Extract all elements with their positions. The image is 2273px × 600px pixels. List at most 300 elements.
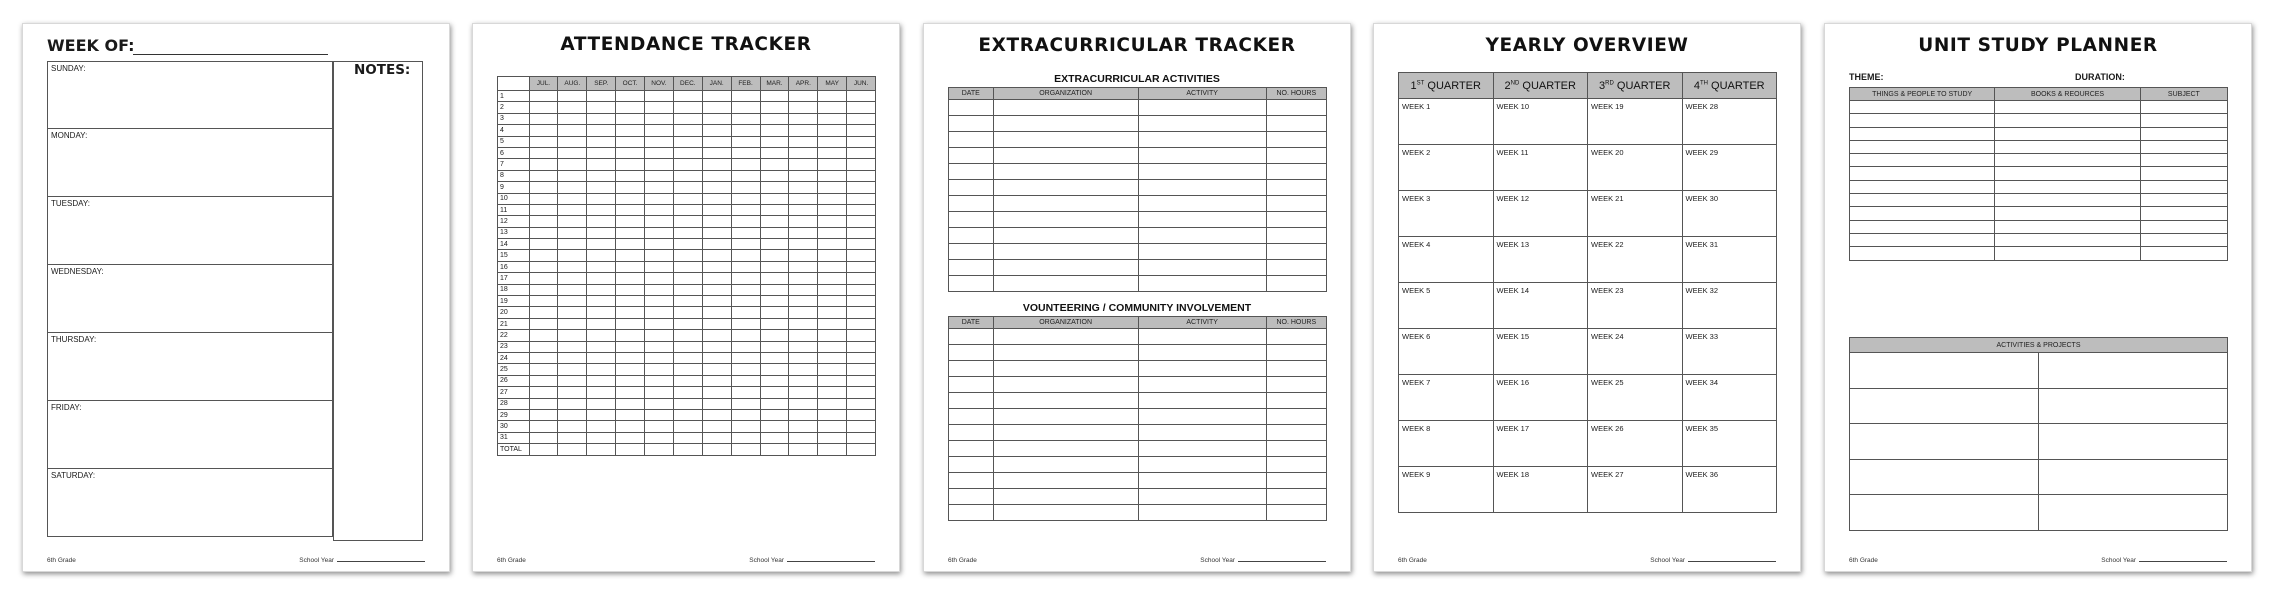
attendance-cell[interactable] xyxy=(529,193,558,204)
week-cell[interactable]: WEEK 25 xyxy=(1588,375,1683,421)
attendance-cell[interactable] xyxy=(702,159,731,170)
attendance-cell[interactable] xyxy=(616,307,645,318)
attendance-cell[interactable] xyxy=(529,182,558,193)
attendance-cell[interactable] xyxy=(789,330,818,341)
attendance-cell[interactable] xyxy=(616,273,645,284)
notes-box[interactable] xyxy=(333,61,423,541)
attendance-cell[interactable] xyxy=(616,284,645,295)
attendance-cell[interactable] xyxy=(760,364,789,375)
attendance-cell[interactable] xyxy=(616,170,645,181)
attendance-cell[interactable] xyxy=(760,136,789,147)
attendance-cell[interactable] xyxy=(760,375,789,386)
activity-cell[interactable] xyxy=(2038,353,2227,389)
attendance-cell[interactable] xyxy=(702,193,731,204)
attendance-cell[interactable] xyxy=(645,261,674,272)
attendance-cell[interactable] xyxy=(702,432,731,443)
week-cell[interactable]: WEEK 19 xyxy=(1588,99,1683,145)
attendance-cell[interactable] xyxy=(818,239,847,250)
week-cell[interactable]: WEEK 9 xyxy=(1399,467,1494,513)
attendance-cell[interactable] xyxy=(847,182,876,193)
attendance-cell[interactable] xyxy=(558,113,587,124)
entry-cell[interactable] xyxy=(1995,167,2140,180)
attendance-cell[interactable] xyxy=(847,409,876,420)
attendance-cell[interactable] xyxy=(587,421,616,432)
attendance-cell[interactable] xyxy=(587,307,616,318)
attendance-cell[interactable] xyxy=(616,136,645,147)
attendance-cell[interactable] xyxy=(673,193,702,204)
entry-cell[interactable] xyxy=(949,212,994,228)
week-cell[interactable]: WEEK 6 xyxy=(1399,329,1494,375)
entry-cell[interactable] xyxy=(1266,212,1326,228)
week-cell[interactable]: WEEK 18 xyxy=(1493,467,1588,513)
attendance-cell[interactable] xyxy=(702,409,731,420)
attendance-cell[interactable] xyxy=(529,330,558,341)
attendance-cell[interactable] xyxy=(702,296,731,307)
attendance-cell[interactable] xyxy=(673,398,702,409)
entry-cell[interactable] xyxy=(1266,228,1326,244)
entry-cell[interactable] xyxy=(1138,196,1266,212)
day-box[interactable] xyxy=(47,265,333,333)
attendance-cell[interactable] xyxy=(558,159,587,170)
attendance-cell[interactable] xyxy=(731,136,760,147)
attendance-cell[interactable] xyxy=(847,227,876,238)
attendance-cell[interactable] xyxy=(529,125,558,136)
attendance-cell[interactable] xyxy=(818,170,847,181)
attendance-cell[interactable] xyxy=(789,296,818,307)
attendance-cell[interactable] xyxy=(587,136,616,147)
attendance-cell[interactable] xyxy=(847,193,876,204)
attendance-cell[interactable] xyxy=(529,159,558,170)
attendance-cell[interactable] xyxy=(818,375,847,386)
week-cell[interactable]: WEEK 7 xyxy=(1399,375,1494,421)
attendance-cell[interactable] xyxy=(673,307,702,318)
attendance-cell[interactable] xyxy=(645,239,674,250)
attendance-cell[interactable] xyxy=(731,409,760,420)
entry-cell[interactable] xyxy=(949,393,994,409)
entry-cell[interactable] xyxy=(2140,220,2227,233)
attendance-cell[interactable] xyxy=(616,296,645,307)
attendance-cell[interactable] xyxy=(673,239,702,250)
attendance-cell[interactable] xyxy=(529,147,558,158)
attendance-cell[interactable] xyxy=(731,170,760,181)
entry-cell[interactable] xyxy=(1266,505,1326,521)
entry-cell[interactable] xyxy=(993,244,1138,260)
attendance-cell[interactable] xyxy=(558,182,587,193)
attendance-cell[interactable] xyxy=(731,284,760,295)
attendance-cell[interactable] xyxy=(558,136,587,147)
attendance-cell[interactable] xyxy=(645,296,674,307)
entry-cell[interactable] xyxy=(1138,100,1266,116)
entry-cell[interactable] xyxy=(1995,233,2140,246)
attendance-cell[interactable] xyxy=(760,444,789,455)
entry-cell[interactable] xyxy=(993,441,1138,457)
attendance-cell[interactable] xyxy=(847,261,876,272)
attendance-cell[interactable] xyxy=(789,341,818,352)
day-box[interactable] xyxy=(47,61,333,129)
attendance-cell[interactable] xyxy=(616,352,645,363)
entry-cell[interactable] xyxy=(1138,212,1266,228)
attendance-cell[interactable] xyxy=(847,273,876,284)
attendance-cell[interactable] xyxy=(673,375,702,386)
attendance-cell[interactable] xyxy=(731,318,760,329)
attendance-cell[interactable] xyxy=(529,352,558,363)
entry-cell[interactable] xyxy=(1995,247,2140,260)
attendance-cell[interactable] xyxy=(731,216,760,227)
attendance-cell[interactable] xyxy=(673,352,702,363)
activity-cell[interactable] xyxy=(1850,353,2039,389)
attendance-cell[interactable] xyxy=(587,409,616,420)
attendance-cell[interactable] xyxy=(731,193,760,204)
attendance-cell[interactable] xyxy=(645,91,674,102)
attendance-cell[interactable] xyxy=(529,113,558,124)
attendance-cell[interactable] xyxy=(702,182,731,193)
entry-cell[interactable] xyxy=(1850,154,1995,167)
entry-cell[interactable] xyxy=(1995,127,2140,140)
entry-cell[interactable] xyxy=(949,276,994,292)
attendance-cell[interactable] xyxy=(702,261,731,272)
attendance-cell[interactable] xyxy=(702,364,731,375)
entry-cell[interactable] xyxy=(949,505,994,521)
attendance-cell[interactable] xyxy=(818,204,847,215)
entry-cell[interactable] xyxy=(1138,425,1266,441)
week-cell[interactable]: WEEK 14 xyxy=(1493,283,1588,329)
entry-cell[interactable] xyxy=(1266,393,1326,409)
attendance-cell[interactable] xyxy=(645,216,674,227)
attendance-cell[interactable] xyxy=(789,364,818,375)
attendance-cell[interactable] xyxy=(673,204,702,215)
attendance-cell[interactable] xyxy=(529,261,558,272)
week-cell[interactable]: WEEK 1 xyxy=(1399,99,1494,145)
attendance-cell[interactable] xyxy=(616,375,645,386)
attendance-cell[interactable] xyxy=(673,91,702,102)
attendance-cell[interactable] xyxy=(760,432,789,443)
attendance-cell[interactable] xyxy=(673,136,702,147)
entry-cell[interactable] xyxy=(993,473,1138,489)
attendance-cell[interactable] xyxy=(731,296,760,307)
attendance-cell[interactable] xyxy=(847,364,876,375)
week-cell[interactable]: WEEK 27 xyxy=(1588,467,1683,513)
attendance-cell[interactable] xyxy=(645,284,674,295)
entry-cell[interactable] xyxy=(1995,194,2140,207)
attendance-cell[interactable] xyxy=(847,147,876,158)
attendance-cell[interactable] xyxy=(558,227,587,238)
week-cell[interactable]: WEEK 32 xyxy=(1682,283,1777,329)
entry-cell[interactable] xyxy=(2140,207,2227,220)
attendance-cell[interactable] xyxy=(702,284,731,295)
entry-cell[interactable] xyxy=(1850,101,1995,114)
attendance-cell[interactable] xyxy=(587,204,616,215)
attendance-cell[interactable] xyxy=(616,239,645,250)
attendance-cell[interactable] xyxy=(789,273,818,284)
attendance-cell[interactable] xyxy=(702,91,731,102)
entry-cell[interactable] xyxy=(1138,345,1266,361)
attendance-cell[interactable] xyxy=(760,330,789,341)
entry-cell[interactable] xyxy=(949,441,994,457)
entry-cell[interactable] xyxy=(993,196,1138,212)
attendance-cell[interactable] xyxy=(587,170,616,181)
week-cell[interactable]: WEEK 24 xyxy=(1588,329,1683,375)
attendance-cell[interactable] xyxy=(529,387,558,398)
entry-cell[interactable] xyxy=(993,505,1138,521)
attendance-cell[interactable] xyxy=(587,91,616,102)
attendance-cell[interactable] xyxy=(847,421,876,432)
attendance-cell[interactable] xyxy=(673,102,702,113)
day-box[interactable] xyxy=(47,129,333,197)
entry-cell[interactable] xyxy=(1266,329,1326,345)
week-cell[interactable]: WEEK 29 xyxy=(1682,145,1777,191)
entry-cell[interactable] xyxy=(949,409,994,425)
attendance-cell[interactable] xyxy=(587,330,616,341)
attendance-cell[interactable] xyxy=(616,159,645,170)
attendance-cell[interactable] xyxy=(760,170,789,181)
attendance-cell[interactable] xyxy=(789,170,818,181)
attendance-cell[interactable] xyxy=(645,227,674,238)
attendance-cell[interactable] xyxy=(645,136,674,147)
entry-cell[interactable] xyxy=(1266,132,1326,148)
week-cell[interactable]: WEEK 36 xyxy=(1682,467,1777,513)
attendance-cell[interactable] xyxy=(558,296,587,307)
entry-cell[interactable] xyxy=(2140,167,2227,180)
entry-cell[interactable] xyxy=(2140,101,2227,114)
attendance-cell[interactable] xyxy=(760,159,789,170)
attendance-cell[interactable] xyxy=(818,307,847,318)
attendance-cell[interactable] xyxy=(818,147,847,158)
attendance-cell[interactable] xyxy=(645,170,674,181)
attendance-cell[interactable] xyxy=(558,421,587,432)
attendance-cell[interactable] xyxy=(818,409,847,420)
entry-cell[interactable] xyxy=(1138,441,1266,457)
attendance-cell[interactable] xyxy=(558,330,587,341)
attendance-cell[interactable] xyxy=(587,113,616,124)
attendance-cell[interactable] xyxy=(789,261,818,272)
attendance-cell[interactable] xyxy=(529,421,558,432)
attendance-cell[interactable] xyxy=(529,204,558,215)
attendance-cell[interactable] xyxy=(529,136,558,147)
attendance-cell[interactable] xyxy=(673,284,702,295)
attendance-cell[interactable] xyxy=(587,261,616,272)
attendance-cell[interactable] xyxy=(702,147,731,158)
entry-cell[interactable] xyxy=(2140,114,2227,127)
attendance-cell[interactable] xyxy=(702,318,731,329)
attendance-cell[interactable] xyxy=(731,147,760,158)
entry-cell[interactable] xyxy=(1138,164,1266,180)
entry-cell[interactable] xyxy=(949,361,994,377)
attendance-cell[interactable] xyxy=(731,387,760,398)
attendance-cell[interactable] xyxy=(847,102,876,113)
attendance-cell[interactable] xyxy=(616,261,645,272)
attendance-cell[interactable] xyxy=(847,375,876,386)
attendance-cell[interactable] xyxy=(789,444,818,455)
attendance-cell[interactable] xyxy=(529,398,558,409)
attendance-cell[interactable] xyxy=(731,125,760,136)
attendance-cell[interactable] xyxy=(616,147,645,158)
entry-cell[interactable] xyxy=(949,228,994,244)
entry-cell[interactable] xyxy=(993,132,1138,148)
attendance-cell[interactable] xyxy=(673,216,702,227)
attendance-cell[interactable] xyxy=(558,364,587,375)
attendance-cell[interactable] xyxy=(558,125,587,136)
attendance-cell[interactable] xyxy=(818,432,847,443)
attendance-cell[interactable] xyxy=(673,182,702,193)
attendance-cell[interactable] xyxy=(529,375,558,386)
attendance-cell[interactable] xyxy=(789,182,818,193)
day-box[interactable] xyxy=(47,469,333,537)
attendance-cell[interactable] xyxy=(818,387,847,398)
attendance-cell[interactable] xyxy=(558,387,587,398)
attendance-cell[interactable] xyxy=(847,170,876,181)
entry-cell[interactable] xyxy=(1266,276,1326,292)
entry-cell[interactable] xyxy=(1266,260,1326,276)
attendance-cell[interactable] xyxy=(789,421,818,432)
school-year-blank[interactable] xyxy=(787,555,875,562)
entry-cell[interactable] xyxy=(1266,441,1326,457)
attendance-cell[interactable] xyxy=(731,102,760,113)
entry-cell[interactable] xyxy=(1266,345,1326,361)
attendance-cell[interactable] xyxy=(616,409,645,420)
entry-cell[interactable] xyxy=(949,260,994,276)
entry-cell[interactable] xyxy=(2140,233,2227,246)
attendance-cell[interactable] xyxy=(731,204,760,215)
attendance-cell[interactable] xyxy=(558,91,587,102)
attendance-cell[interactable] xyxy=(529,227,558,238)
attendance-cell[interactable] xyxy=(673,341,702,352)
day-box[interactable] xyxy=(47,197,333,265)
attendance-cell[interactable] xyxy=(616,204,645,215)
attendance-cell[interactable] xyxy=(702,250,731,261)
attendance-cell[interactable] xyxy=(529,239,558,250)
week-cell[interactable]: WEEK 11 xyxy=(1493,145,1588,191)
attendance-cell[interactable] xyxy=(616,364,645,375)
attendance-cell[interactable] xyxy=(818,352,847,363)
entry-cell[interactable] xyxy=(1138,244,1266,260)
attendance-cell[interactable] xyxy=(645,193,674,204)
attendance-cell[interactable] xyxy=(558,102,587,113)
attendance-cell[interactable] xyxy=(760,239,789,250)
attendance-cell[interactable] xyxy=(587,159,616,170)
week-cell[interactable]: WEEK 22 xyxy=(1588,237,1683,283)
school-year-blank[interactable] xyxy=(2139,555,2227,562)
entry-cell[interactable] xyxy=(1850,180,1995,193)
entry-cell[interactable] xyxy=(1850,233,1995,246)
entry-cell[interactable] xyxy=(949,196,994,212)
attendance-cell[interactable] xyxy=(616,432,645,443)
attendance-cell[interactable] xyxy=(673,444,702,455)
attendance-cell[interactable] xyxy=(645,398,674,409)
attendance-cell[interactable] xyxy=(587,125,616,136)
entry-cell[interactable] xyxy=(2140,127,2227,140)
attendance-cell[interactable] xyxy=(587,182,616,193)
attendance-cell[interactable] xyxy=(760,387,789,398)
attendance-cell[interactable] xyxy=(673,273,702,284)
entry-cell[interactable] xyxy=(1266,425,1326,441)
entry-cell[interactable] xyxy=(993,260,1138,276)
entry-cell[interactable] xyxy=(2140,247,2227,260)
attendance-cell[interactable] xyxy=(645,147,674,158)
attendance-cell[interactable] xyxy=(702,102,731,113)
attendance-cell[interactable] xyxy=(616,102,645,113)
attendance-cell[interactable] xyxy=(673,409,702,420)
attendance-cell[interactable] xyxy=(760,91,789,102)
attendance-cell[interactable] xyxy=(847,136,876,147)
attendance-cell[interactable] xyxy=(645,387,674,398)
attendance-cell[interactable] xyxy=(645,125,674,136)
attendance-cell[interactable] xyxy=(645,273,674,284)
attendance-cell[interactable] xyxy=(558,261,587,272)
attendance-cell[interactable] xyxy=(587,398,616,409)
attendance-cell[interactable] xyxy=(673,250,702,261)
attendance-cell[interactable] xyxy=(702,341,731,352)
attendance-cell[interactable] xyxy=(587,216,616,227)
entry-cell[interactable] xyxy=(1266,100,1326,116)
activity-cell[interactable] xyxy=(2038,495,2227,531)
week-cell[interactable]: WEEK 33 xyxy=(1682,329,1777,375)
attendance-cell[interactable] xyxy=(558,409,587,420)
attendance-cell[interactable] xyxy=(702,216,731,227)
attendance-cell[interactable] xyxy=(847,432,876,443)
entry-cell[interactable] xyxy=(993,148,1138,164)
attendance-cell[interactable] xyxy=(673,261,702,272)
attendance-cell[interactable] xyxy=(645,318,674,329)
attendance-cell[interactable] xyxy=(587,239,616,250)
attendance-cell[interactable] xyxy=(529,250,558,261)
attendance-cell[interactable] xyxy=(760,273,789,284)
attendance-cell[interactable] xyxy=(587,364,616,375)
entry-cell[interactable] xyxy=(949,164,994,180)
entry-cell[interactable] xyxy=(1850,207,1995,220)
attendance-cell[interactable] xyxy=(731,421,760,432)
week-cell[interactable]: WEEK 26 xyxy=(1588,421,1683,467)
attendance-cell[interactable] xyxy=(673,147,702,158)
attendance-cell[interactable] xyxy=(616,398,645,409)
entry-cell[interactable] xyxy=(993,164,1138,180)
entry-cell[interactable] xyxy=(1266,196,1326,212)
attendance-cell[interactable] xyxy=(818,273,847,284)
attendance-cell[interactable] xyxy=(847,159,876,170)
attendance-cell[interactable] xyxy=(558,284,587,295)
entry-cell[interactable] xyxy=(1850,114,1995,127)
attendance-cell[interactable] xyxy=(616,227,645,238)
entry-cell[interactable] xyxy=(1266,244,1326,260)
day-box[interactable] xyxy=(47,401,333,469)
attendance-cell[interactable] xyxy=(587,102,616,113)
attendance-cell[interactable] xyxy=(847,341,876,352)
activity-cell[interactable] xyxy=(1850,424,2039,460)
attendance-cell[interactable] xyxy=(558,250,587,261)
attendance-cell[interactable] xyxy=(587,318,616,329)
attendance-cell[interactable] xyxy=(760,147,789,158)
entry-cell[interactable] xyxy=(949,116,994,132)
entry-cell[interactable] xyxy=(2140,194,2227,207)
attendance-cell[interactable] xyxy=(789,227,818,238)
entry-cell[interactable] xyxy=(1138,116,1266,132)
attendance-cell[interactable] xyxy=(818,296,847,307)
entry-cell[interactable] xyxy=(1138,132,1266,148)
attendance-cell[interactable] xyxy=(529,341,558,352)
attendance-cell[interactable] xyxy=(847,113,876,124)
attendance-cell[interactable] xyxy=(616,91,645,102)
week-cell[interactable]: WEEK 30 xyxy=(1682,191,1777,237)
attendance-cell[interactable] xyxy=(847,318,876,329)
attendance-cell[interactable] xyxy=(760,341,789,352)
attendance-cell[interactable] xyxy=(789,91,818,102)
attendance-cell[interactable] xyxy=(731,227,760,238)
attendance-cell[interactable] xyxy=(558,352,587,363)
attendance-cell[interactable] xyxy=(789,307,818,318)
entry-cell[interactable] xyxy=(993,212,1138,228)
attendance-cell[interactable] xyxy=(645,102,674,113)
attendance-cell[interactable] xyxy=(616,193,645,204)
entry-cell[interactable] xyxy=(949,425,994,441)
